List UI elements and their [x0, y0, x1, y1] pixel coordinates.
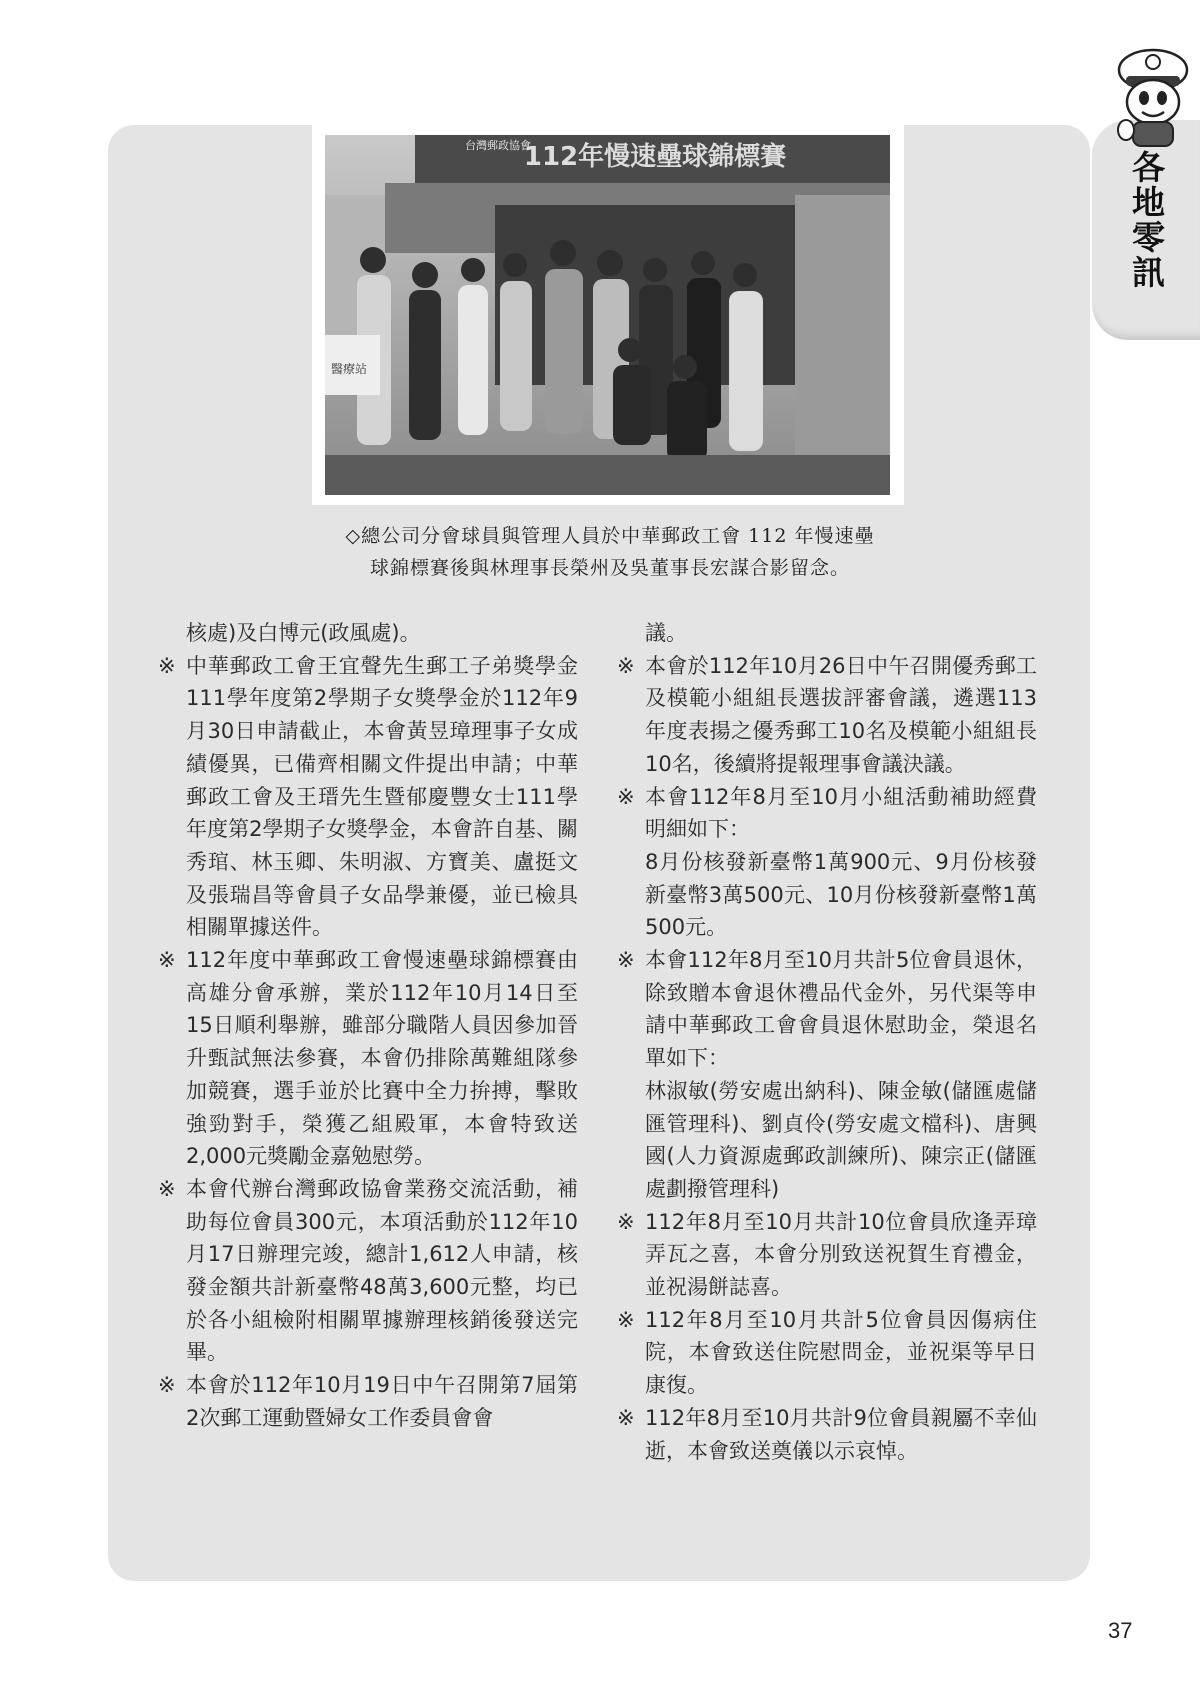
- list-item: ※ 本會代辦台灣郵政協會業務交流活動，補助每位會員300元，本項活動於112年10月17日辦理完竣，總計1,612人申請，核發金額共計新臺幣48萬3,600元整，均已於各小組檢附相關單據辦理核銷後發送完畢。: [158, 1176, 578, 1365]
- list-item: ※ 中華郵政工會王宜聲先生郵工子弟獎學金111學年度第2學期子女獎學金於112年9月30日申請截止，本會黃昱璋理事子女成績優異，已備齊相關文件提出申請；中華郵政工會及王瑨先生暨郁慶豐女士111學年度第2學期子女獎學金，本會許自基、關秀琯、林玉卿、朱明淑、方寶美、盧挺文及張瑞昌等會員子女品學兼優，並已檢具相關單據送件。: [158, 653, 578, 940]
- list-item: ※ 112年8月至10月共計10位會員欣逢弄璋弄瓦之喜，本會分別致送祝賀生育禮金，並祝湯餅誌喜。: [617, 1209, 1037, 1300]
- mascot-icon: [1108, 40, 1198, 150]
- group-photo: [325, 135, 890, 495]
- list-item: ※ 112年8月至10月共計9位會員親屬不幸仙逝，本會致送奠儀以示哀悼。: [617, 1405, 1037, 1463]
- right-column: [617, 617, 1037, 1467]
- list-item: 議。: [645, 621, 687, 645]
- list-item: ※ 112年8月至10月共計5位會員因傷病住院，本會致送住院慰問金，並祝渠等早日康復。: [617, 1307, 1037, 1398]
- list-item: 8月份核發新臺幣1萬900元、9月份核發新臺幣3萬500元、10月份核發新臺幣1萬500元。: [645, 849, 1037, 940]
- list-item: ※ 112年度中華郵政工會慢速壘球錦標賽由高雄分會承辦，業於112年10月14日至15日順利舉辦，雖部分職階人員因參加晉升甄試無法參賽，本會仍排除萬難組隊參加競賽，選手並於比賽中全力拚搏，擊敗強勁對手，榮獲乙組殿軍，本會特致送2,000元獎勵金嘉勉慰勞。: [158, 948, 578, 1169]
- banner-org-text: 台灣郵政協會: [465, 139, 531, 152]
- left-column: [158, 617, 578, 1435]
- list-item: ※ 本會於112年10月26日中午召開優秀郵工及模範小組組長選拔評審會議，遴選113年度表揚之優秀郵工10名及模範小組組長10名，後續將提報理事會議決議。: [617, 653, 1037, 776]
- list-item: ※ 本會112年8月至10月小組活動補助經費明細如下：: [617, 784, 1037, 842]
- list-item: 核處)及白博元(政風處)。: [186, 621, 421, 645]
- list-item: ※ 本會於112年10月19日中午召開第7屆第2次郵工運動暨婦女工作委員會會: [158, 1373, 578, 1430]
- photo-caption: [300, 520, 920, 584]
- section-title: 各地零訊: [1127, 150, 1166, 290]
- caption-line-2: 球錦標賽後與林理事長榮州及吳董事長宏謀合影留念。: [369, 557, 850, 579]
- list-item: ※ 本會112年8月至10月共計5位會員退休，除致贈本會退休禮品代金外，另代渠等申請中華郵政工會會員退休慰助金，榮退名單如下：: [617, 948, 1037, 1071]
- medical-station-sign: 醫療站: [331, 362, 368, 376]
- caption-line-1: ◇總公司分會球員與管理人員於中華郵政工會 112 年慢速壘: [345, 525, 875, 547]
- page-number: 37: [1108, 1618, 1133, 1643]
- banner-text: 112年慢速壘球錦標賽: [523, 142, 787, 172]
- list-item: 林淑敏(勞安處出納科)、陳金敏(儲匯處儲匯管理科)、劉貞伶(勞安處文檔科)、唐興國(人力資源處郵政訓練所)、陳宗正(儲匯處劃撥管理科): [645, 1078, 1037, 1201]
